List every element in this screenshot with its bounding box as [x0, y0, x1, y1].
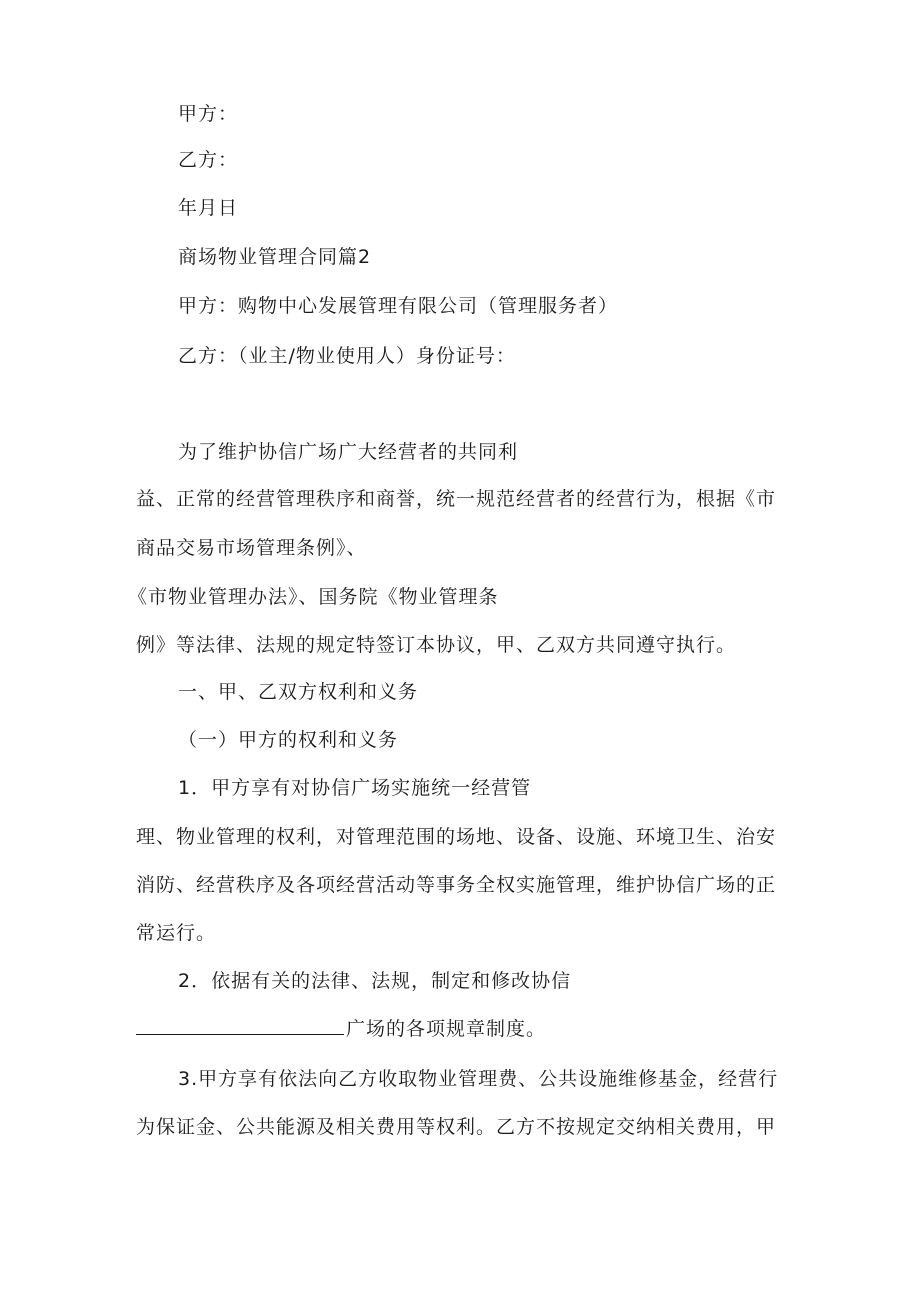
- item-1-line-2: 理、物业管理的权利，对管理范围的场地、设备、设施、环境卫生、治安: [136, 826, 777, 848]
- intro-line-2: 益、正常的经营管理秩序和商誉，统一规范经营者的经营行为，根据《市: [136, 488, 777, 510]
- section-title: 商场物业管理合同篇2: [178, 246, 372, 268]
- item-2-line-2: [136, 1017, 546, 1041]
- party-b-full: 乙方：（业主/物业使用人）身份证号：: [178, 345, 516, 367]
- item-1-line-4: 常运行。: [136, 922, 217, 944]
- date-line: 年月日: [178, 197, 239, 219]
- item-3-line-1: 3.甲方享有依法向乙方收取物业管理费、公共设施维修基金，经营行: [178, 1068, 779, 1090]
- item-3-line-2: 为保证金、公共能源及相关费用等权利。乙方不按规定交纳相关费用，甲: [136, 1116, 777, 1138]
- intro-line-4: 《市物业管理办法》、国务院《物业管理条: [128, 586, 499, 608]
- intro-line-3: 商品交易市场管理条例》、: [136, 537, 367, 559]
- intro-line-5: 例》等法律、法规的规定特签订本协议，甲、乙双方共同遵守执行。: [136, 634, 737, 656]
- party-a-full: 甲方：购物中心发展管理有限公司（管理服务者）: [178, 295, 619, 317]
- subheading-party-a: （一）甲方的权利和义务: [178, 729, 399, 751]
- fill-in-blank: [136, 1017, 344, 1035]
- party-b-label: 乙方：: [178, 149, 239, 171]
- item-1-line-1: 1．甲方享有对协信广场实施统一经营管: [178, 777, 532, 799]
- item-1-line-3: 消防、经营秩序及各项经营活动等事务全权实施管理，维护协信广场的正: [136, 874, 777, 896]
- intro-line-1: 为了维护协信广场广大经营者的共同利: [178, 441, 519, 463]
- item-2-suffix: 广场的各项规章制度。: [346, 1018, 547, 1040]
- party-a-label: 甲方：: [178, 103, 239, 125]
- heading-rights-obligations: 一、甲、乙双方权利和义务: [178, 681, 419, 703]
- item-2-line-1: 2．依据有关的法律、法规，制定和修改协信: [178, 970, 572, 992]
